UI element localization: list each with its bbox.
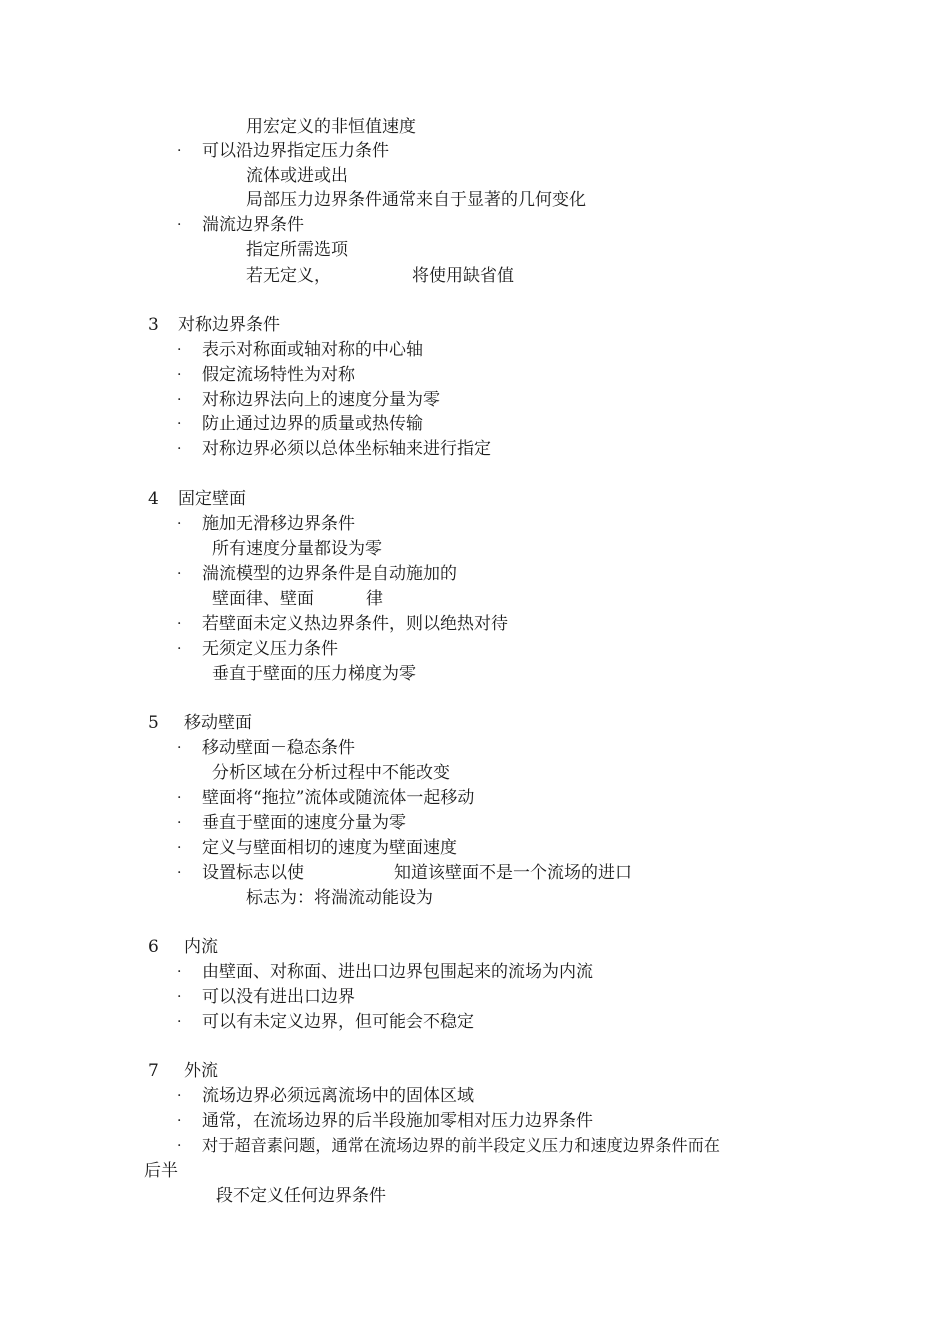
bullet: · xyxy=(177,1113,182,1129)
bullet-text: 施加无滑移边界条件 xyxy=(202,514,355,534)
bullet: · xyxy=(177,840,182,856)
bullet-text: 流场边界必须远离流场中的固体区域 xyxy=(202,1086,474,1106)
section-title: 内流 xyxy=(184,937,218,957)
text-line: 若无定义， xyxy=(246,266,331,286)
text-line: 分析区域在分析过程中不能改变 xyxy=(212,763,450,783)
section-title: 对称边界条件 xyxy=(178,315,280,335)
bullet: · xyxy=(177,815,182,831)
bullet-text: 湍流边界条件 xyxy=(202,215,304,235)
bullet-text: 湍流模型的边界条件是自动施加的 xyxy=(202,564,457,584)
bullet: · xyxy=(177,964,182,980)
bullet: · xyxy=(177,790,182,806)
bullet-text: 设置标志以使 xyxy=(202,863,304,883)
bullet: · xyxy=(177,616,182,632)
bullet-text: 对称边界法向上的速度分量为零 xyxy=(202,390,440,410)
bullet-text: 防止通过边界的质量或热传输 xyxy=(202,414,423,434)
bullet: · xyxy=(177,865,182,881)
bullet-text: 垂直于壁面的速度分量为零 xyxy=(202,813,406,833)
section-number: 4 xyxy=(148,489,159,509)
bullet-text: 假定流场特性为对称 xyxy=(202,365,355,385)
bullet: · xyxy=(177,516,182,532)
bullet: · xyxy=(177,342,182,358)
bullet-text: 表示对称面或轴对称的中心轴 xyxy=(202,340,423,360)
bullet-text: 可以沿边界指定压力条件 xyxy=(202,141,389,161)
text-line: 后半 xyxy=(144,1161,178,1181)
text-line: 指定所需选项 xyxy=(246,240,348,260)
bullet: · xyxy=(177,416,182,432)
section-title: 外流 xyxy=(184,1061,218,1081)
bullet-text: 移动壁面－稳态条件 xyxy=(202,738,355,758)
bullet-text: 知道该壁面不是一个流场的进口 xyxy=(394,863,632,883)
text-line: 垂直于壁面的压力梯度为零 xyxy=(212,664,416,684)
text-line: 流体或进或出 xyxy=(246,166,348,186)
bullet-text: 通常，在流场边界的后半段施加零相对压力边界条件 xyxy=(202,1111,593,1131)
bullet: · xyxy=(177,641,182,657)
section-number: 3 xyxy=(148,315,159,335)
bullet: · xyxy=(177,392,182,408)
bullet: · xyxy=(177,367,182,383)
bullet: · xyxy=(177,217,182,233)
section-title: 固定壁面 xyxy=(178,489,246,509)
text-line: 局部压力边界条件通常来自于显著的几何变化 xyxy=(246,190,586,210)
text-line: 所有速度分量都设为零 xyxy=(212,539,382,559)
section-number: 6 xyxy=(148,937,159,957)
bullet: · xyxy=(177,740,182,756)
bullet: · xyxy=(177,1014,182,1030)
bullet-text: 可以有未定义边界，但可能会不稳定 xyxy=(202,1012,474,1032)
bullet-text: 定义与壁面相切的速度为壁面速度 xyxy=(202,838,457,858)
bullet: · xyxy=(177,1088,182,1104)
text-line: 段不定义任何边界条件 xyxy=(216,1186,386,1206)
text-line: 壁面律、壁面 xyxy=(212,589,314,609)
text-line: 律 xyxy=(366,589,383,609)
bullet: · xyxy=(177,143,182,159)
section-title: 移动壁面 xyxy=(184,713,252,733)
bullet: · xyxy=(177,441,182,457)
section-number: 7 xyxy=(148,1061,159,1081)
section-number: 5 xyxy=(148,713,159,733)
bullet: · xyxy=(177,989,182,1005)
bullet-text: 由壁面、对称面、进出口边界包围起来的流场为内流 xyxy=(202,962,593,982)
text-line: 用宏定义的非恒值速度 xyxy=(246,117,416,137)
bullet: · xyxy=(177,566,182,582)
bullet: · xyxy=(177,1138,182,1154)
bullet-text: 若壁面未定义热边界条件，则以绝热对待 xyxy=(202,614,508,634)
bullet-text: 壁面将“拖拉”流体或随流体一起移动 xyxy=(202,788,475,808)
bullet-text: 可以没有进出口边界 xyxy=(202,987,355,1007)
bullet-text: 对于超音素问题，通常在流场边界的前半段定义压力和速度边界条件而在 xyxy=(202,1136,720,1155)
text-line: 标志为：将湍流动能设为 xyxy=(246,888,433,908)
bullet-text: 无须定义压力条件 xyxy=(202,639,338,659)
bullet-text: 对称边界必须以总体坐标轴来进行指定 xyxy=(202,439,491,459)
text-line: 将使用缺省值 xyxy=(412,266,514,286)
